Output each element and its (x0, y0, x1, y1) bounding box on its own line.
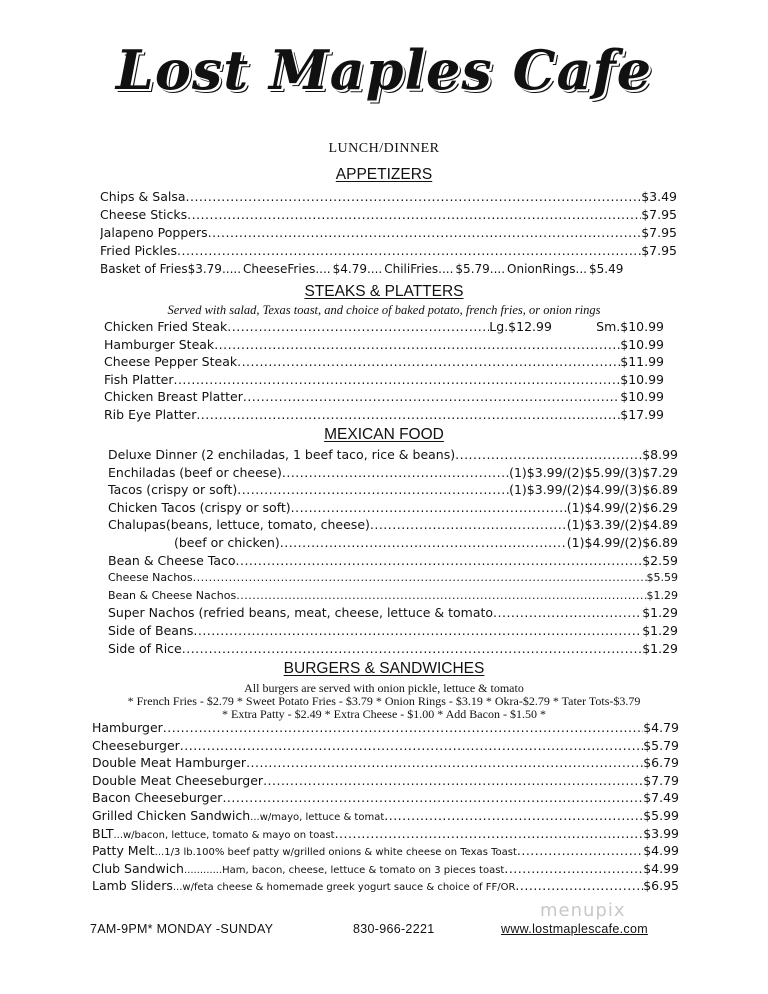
menu-item: Bean & Cheese Nachos ..... $1.29 (108, 587, 678, 605)
menu-item: Fried Pickles ..... $7.95 (100, 242, 677, 260)
burgers-note-1: All burgers are served with onion pickle, lettuce & tomato (244, 681, 524, 695)
menu-item: Double Meat Cheeseburger ..... $7.79 (92, 772, 679, 790)
menu-item: Super Nachos (refried beans, meat, cheese, lettuce & tomato ..... $1.29 (108, 604, 678, 622)
menu-item: Cheese Pepper Steak ..... $11.99 (104, 353, 664, 371)
menu-item: Enchiladas (beef or cheese) ..... (1)$3.99/(2)$5.99/(3)$7.29 (108, 464, 678, 482)
menu-item: Hamburger Steak ..... $10.99 (104, 336, 664, 354)
menu-item: Club Sandwich ............Ham, bacon, cheese, lettuce & tomato on 3 pieces toast ..... $4.99 (92, 860, 679, 878)
appetizers-heading: APPETIZERS (335, 166, 433, 183)
menu-item: Rib Eye Platter ..... $17.99 (104, 406, 664, 424)
fries-row: Basket of Fries$3.79 ..... CheeseFries .... $4.79 .... ChiliFries .... $5.79 .... OnionRings ... $5.49 (100, 262, 624, 276)
menu-item: Cheese Sticks ..... $7.95 (100, 206, 677, 224)
mexican-list (108, 446, 678, 657)
burgers-list (92, 719, 679, 895)
burgers-note-2: * French Fries - $2.79 * Sweet Potato Fries - $3.79 * Onion Rings - $3.19 * Okra-$2.79 * Tater Tots-$3.79 (127, 694, 641, 708)
menu-item: Bean & Cheese Taco ..... $2.59 (108, 552, 678, 570)
menu-item: Jalapeno Poppers ..... $7.95 (100, 224, 677, 242)
menu-item: Grilled Chicken Sandwich ...w/mayo, lettuce & tomat ..... $5.99 (92, 807, 679, 825)
mexican-heading: MEXICAN FOOD (324, 426, 444, 443)
cafe-logo-title: Lost Maples Cafe (115, 38, 653, 102)
menu-item: Chalupas(beans, lettuce, tomato, cheese) ..... (1)$3.39/(2)$4.89 (108, 516, 678, 534)
menu-item: Side of Beans ..... $1.29 (108, 622, 678, 640)
menupix-watermark: menupix (540, 900, 626, 921)
appetizers-list (100, 188, 677, 278)
menu-item: Bacon Cheeseburger ..... $7.49 (92, 789, 679, 807)
footer-hours: 7AM-9PM* MONDAY -SUNDAY (90, 922, 274, 936)
steaks-heading: STEAKS & PLATTERS (304, 283, 464, 300)
menu-item: BLT ...w/bacon, lettuce, tomato & mayo on toast ..... $3.99 (92, 825, 679, 843)
menu-item: Chicken Tacos (crispy or soft) ..... (1)$4.99/(2)$6.29 (108, 499, 678, 517)
menu-item: Chips & Salsa ..... $3.49 (100, 188, 677, 206)
menu-item: Chicken Fried Steak ..... Lg.$12.99 Sm.$10.99 (104, 318, 664, 336)
burgers-note-3: * Extra Patty - $2.49 * Extra Cheese - $1.00 * Add Bacon - $1.50 * (222, 707, 546, 721)
footer-website-link[interactable]: www.lostmaplescafe.com (501, 922, 648, 936)
steaks-note: Served with salad, Texas toast, and choice of baked potato, french fries, or onion rings (167, 303, 601, 317)
menu-item: Double Meat Hamburger ..... $6.79 (92, 754, 679, 772)
menu-subtitle: LUNCH/DINNER (328, 141, 440, 156)
menu-item: Fish Platter ..... $10.99 (104, 371, 664, 389)
menu-item: Lamb Sliders ...w/feta cheese & homemade greek yogurt sauce & choice of FF/OR ..... $6.95 (92, 877, 679, 895)
menu-item: Patty Melt ...1/3 lb.100% beef patty w/grilled onions & white cheese on Texas Toast ..... $4.99 (92, 842, 679, 860)
burgers-heading: BURGERS & SANDWICHES (283, 660, 485, 677)
menu-item: Deluxe Dinner (2 enchiladas, 1 beef taco, rice & beans) ..... $8.99 (108, 446, 678, 464)
footer-phone: 830-966-2221 (353, 922, 435, 936)
menu-item: Chicken Breast Platter ..... $10.99 (104, 388, 664, 406)
menu-item: Cheese Nachos ..... $5.59 (108, 569, 678, 587)
menu-item: Tacos (crispy or soft) ..... (1)$3.99/(2)$4.99/(3)$6.89 (108, 481, 678, 499)
menu-item: Hamburger ..... $4.79 (92, 719, 679, 737)
menu-item: Cheeseburger ..... $5.79 (92, 737, 679, 755)
menu-item: (beef or chicken) ..... (1)$4.99/(2)$6.89 (108, 534, 678, 552)
menu-item: Side of Rice ..... $1.29 (108, 640, 678, 658)
steaks-list (104, 318, 664, 424)
